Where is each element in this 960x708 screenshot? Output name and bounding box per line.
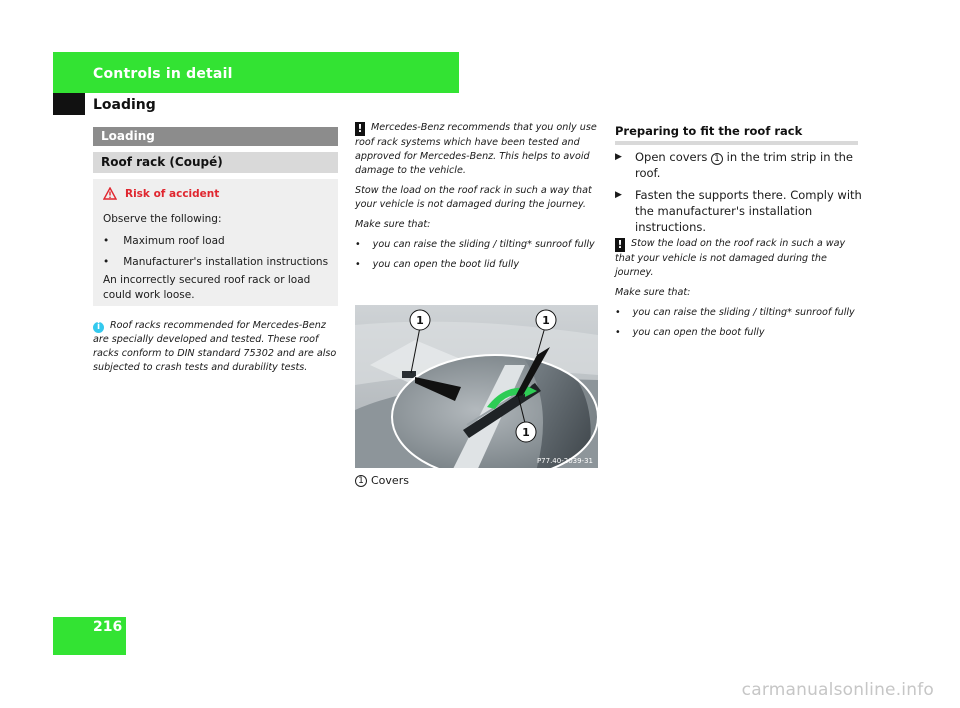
topic-bar [93,127,338,146]
exclamation-icon: ! [355,122,365,136]
page-number-tab [53,617,126,655]
right-notes [615,237,863,346]
warning-outro-line1: An incorrectly secured roof rack or load [103,274,311,286]
callout-label: 1 [416,314,424,327]
image-code: P77.40-2039-31 [536,457,593,465]
heading-rule [615,141,858,145]
make-sure-label: Make sure that: [615,287,691,298]
instruction-step [615,149,863,181]
subtopic-bar [93,152,338,173]
callout-label: 1 [522,426,530,439]
warning-box [93,179,338,306]
header-marker [53,93,85,115]
page-number: 216 [93,619,123,635]
section-header [53,52,459,93]
middle-notes [355,121,600,278]
list-item: • you can open the boot lid fully [355,259,519,270]
subsection-title: Loading [93,97,156,113]
warning-title: Risk of accident [125,187,220,200]
info-note [93,319,343,375]
caution-note: ! Mercedes-Benz recommends that you only use roof rack systems which have been tested and approved for Mercedes-Benz. This helps to avoid damage to the vehicle. [355,122,597,176]
procedure-heading: Preparing to fit the roof rack [615,124,803,138]
callout-label: 1 [542,314,550,327]
step-text: Fasten the supports there. Comply with the manufacturer's installation instructions. [635,188,862,234]
stow-note: Stow the load on the roof rack in such a way that your vehicle is not damaged during the journey. [355,185,592,210]
warning-header [103,187,219,200]
warning-outro-line2: could work loose. [103,289,195,301]
warning-item: • Manufacturer's installation instructions [103,256,329,268]
step-text: Open covers 1 in the trim strip in the roof. [635,150,854,180]
topic-label: Loading [101,129,155,143]
section-title: Controls in detail [93,66,233,82]
reference-number: 1 [711,153,723,165]
step-arrow-icon: ▶ [615,152,622,162]
list-item: • you can raise the sliding / tilting* sunroof fully [615,307,855,318]
warning-triangle-icon [103,187,117,200]
warning-item: • Maximum roof load [103,235,225,247]
image-caption [355,474,409,487]
roof-rack-cover-photo [355,305,598,468]
make-sure-label: Make sure that: [355,219,431,230]
caution-note: ! Stow the load on the roof rack in such a way that your vehicle is not damaged during the journey. [615,238,846,278]
step-arrow-icon: ▶ [615,190,622,200]
watermark: carmanualsonline.info [741,680,934,700]
info-text: Roof racks recommended for Mercedes-Benz are specially developed and tested. These roof racks conform to DIN standard 75302 and are also subjected to crash tests and durability tests. [93,320,337,373]
info-icon: i [93,322,104,333]
exclamation-icon: ! [615,238,625,252]
caption-number: 1 [355,475,367,487]
list-item: • you can raise the sliding / tilting* sunroof fully [355,239,595,250]
warning-intro: Observe the following: [103,213,222,225]
instruction-step [615,187,863,235]
list-item: • you can open the boot fully [615,327,765,338]
subtopic-label: Roof rack (Coupé) [101,155,223,169]
caption-text: Covers [371,474,409,487]
